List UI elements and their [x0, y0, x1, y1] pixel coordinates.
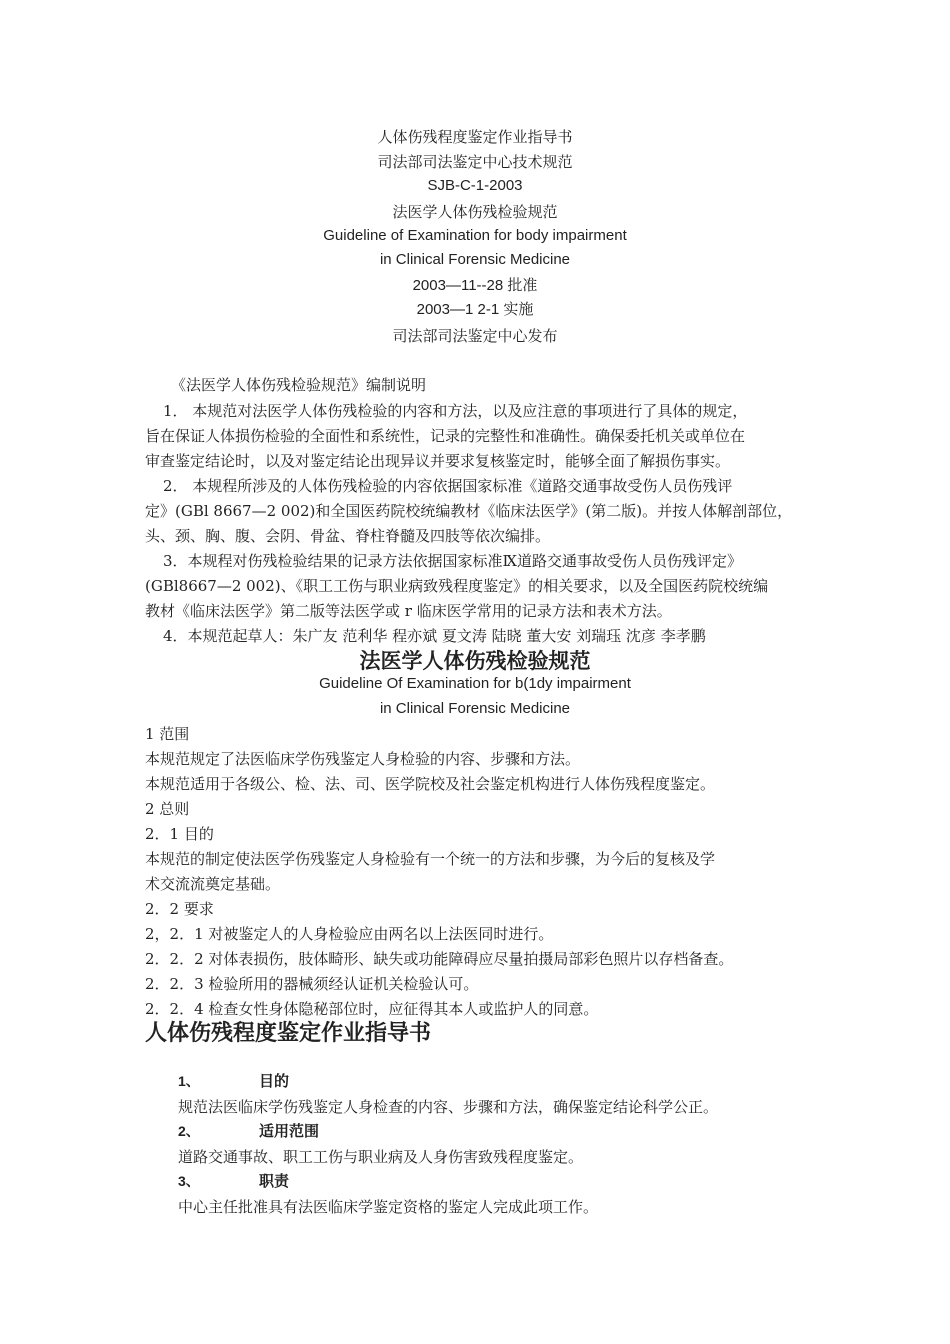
notes-item1-line2: 旨在保证人体损伤检验的全面性和系统性，记录的完整性和准确性。确保委托机关或单位在	[145, 427, 746, 445]
guide-item1-num: 1、	[178, 1073, 200, 1089]
spec-title-en-2: in Clinical Forensic Medicine	[379, 700, 571, 717]
spec-s1-p2: 本规范适用于各级公、检、法、司、医学院校及社会鉴定机构进行人体伤残程度鉴定。	[145, 775, 716, 793]
cover-title: 人体伤残程度鉴定作业指导书	[377, 128, 573, 146]
notes-item3-line1: 3．本规程对伤残检验结果的记录方法依据国家标准Ⅸ道路交通事故受伤人员伤残评定》	[163, 552, 743, 570]
guide-item2-num: 2、	[178, 1123, 200, 1139]
cover-publisher: 司法部司法鉴定中心发布	[392, 327, 558, 345]
cover-standard: 法医学人体伤残检验规范	[392, 203, 558, 221]
cover-implemented: 2003—1 2-1 实施	[416, 301, 534, 318]
guide-item1-heading	[178, 1071, 290, 1091]
spec-s221: 2，2．1 对被鉴定人的人身检验应由两名以上法医同时进行。	[145, 925, 554, 943]
notes-heading: 《法医学人体伤残检验规范》编制说明	[171, 376, 427, 394]
cover-title-en-1: Guideline of Examination for body impairment	[323, 227, 627, 244]
spec-title: 法医学人体伤残检验规范	[359, 648, 591, 673]
spec-s1-heading: 1 范围	[145, 725, 190, 743]
spec-s2-heading: 2 总则	[145, 800, 190, 818]
guide-title: 人体伤残程度鉴定作业指导书	[145, 1020, 432, 1046]
notes-item3-line3: 教材《临床法医学》第二版等法医学或 r 临床医学常用的记录方法和表术方法。	[145, 602, 672, 620]
spec-s1-p1: 本规范规定了法医临床学伤残鉴定人身检验的内容、步骤和方法。	[145, 750, 581, 768]
spec-s223: 2．2．3 检验所用的器械须经认证机关检验认可。	[145, 975, 479, 993]
spec-s21-p1: 本规范的制定使法医学伤残鉴定人身检验有一个统一的方法和步骤，为今后的复核及学	[145, 850, 716, 868]
guide-item3-heading	[178, 1171, 290, 1191]
notes-item3-line2: (GBl8667—2 002)、《职工工伤与职业病致残程度鉴定》的相关要求，以及全国医药院校统编	[145, 577, 769, 595]
spec-s224: 2．2．4 检查女性身体隐秘部位时，应征得其本人或监护人的同意。	[145, 1000, 599, 1018]
notes-item1-line1: 1． 本规范对法医学人体伤残检验的内容和方法，以及应注意的事项进行了具体的规定，	[163, 402, 748, 420]
spec-title-en-1: Guideline Of Examination for b(1dy impairment	[319, 675, 631, 692]
notes-item2-line2: 定》(GBl 8667—2 002)和全国医药院校统编教材《临床法医学》(第二版)。并按人体解剖部位，	[145, 502, 793, 520]
guide-item3-num: 3、	[178, 1173, 200, 1189]
guide-item1-label: 目的	[259, 1072, 290, 1090]
cover-approved: 2003—11--28 批准	[412, 277, 538, 294]
cover-title-en-2: in Clinical Forensic Medicine	[379, 251, 571, 268]
guide-item2-heading	[178, 1121, 320, 1141]
spec-s21-heading: 2．1 目的	[145, 825, 214, 843]
guide-item3-text: 中心主任批准具有法医临床学鉴定资格的鉴定人完成此项工作。	[178, 1198, 599, 1216]
notes-item1-line3: 审查鉴定结论时，以及对鉴定结论出现异议并要求复核鉴定时，能够全面了解损伤事实。	[145, 452, 731, 470]
guide-item1-text: 规范法医临床学伤残鉴定人身检查的内容、步骤和方法，确保鉴定结论科学公正。	[178, 1098, 719, 1116]
notes-item4: 4．本规范起草人：朱广友 范利华 程亦斌 夏文涛 陆晓 董大安 刘瑞珏 沈彦 李孝鹏	[163, 627, 706, 645]
spec-s21-p2: 术交流流奠定基础。	[145, 875, 281, 893]
spec-s222: 2．2．2 对体表损伤，肢体畸形、缺失或功能障碍应尽量拍摄局部彩色照片以存档备查。	[145, 950, 734, 968]
guide-item2-label: 适用范围	[259, 1122, 320, 1140]
spec-s22-heading: 2．2 要求	[145, 900, 214, 918]
notes-item2-line3: 头、颈、胸、腹、会阴、骨盆、脊柱脊髓及四肢等依次编排。	[145, 527, 551, 545]
cover-subtitle: 司法部司法鉴定中心技术规范	[377, 153, 573, 171]
cover-code: SJB-C-1-2003	[427, 177, 523, 194]
notes-item2-line1: 2． 本规程所涉及的人体伤残检验的内容依据国家标准《道路交通事故受伤人员伤残评	[163, 477, 733, 495]
guide-item2-text: 道路交通事故、职工工伤与职业病及人身伤害致残程度鉴定。	[178, 1148, 584, 1166]
guide-item3-label: 职责	[259, 1172, 290, 1190]
